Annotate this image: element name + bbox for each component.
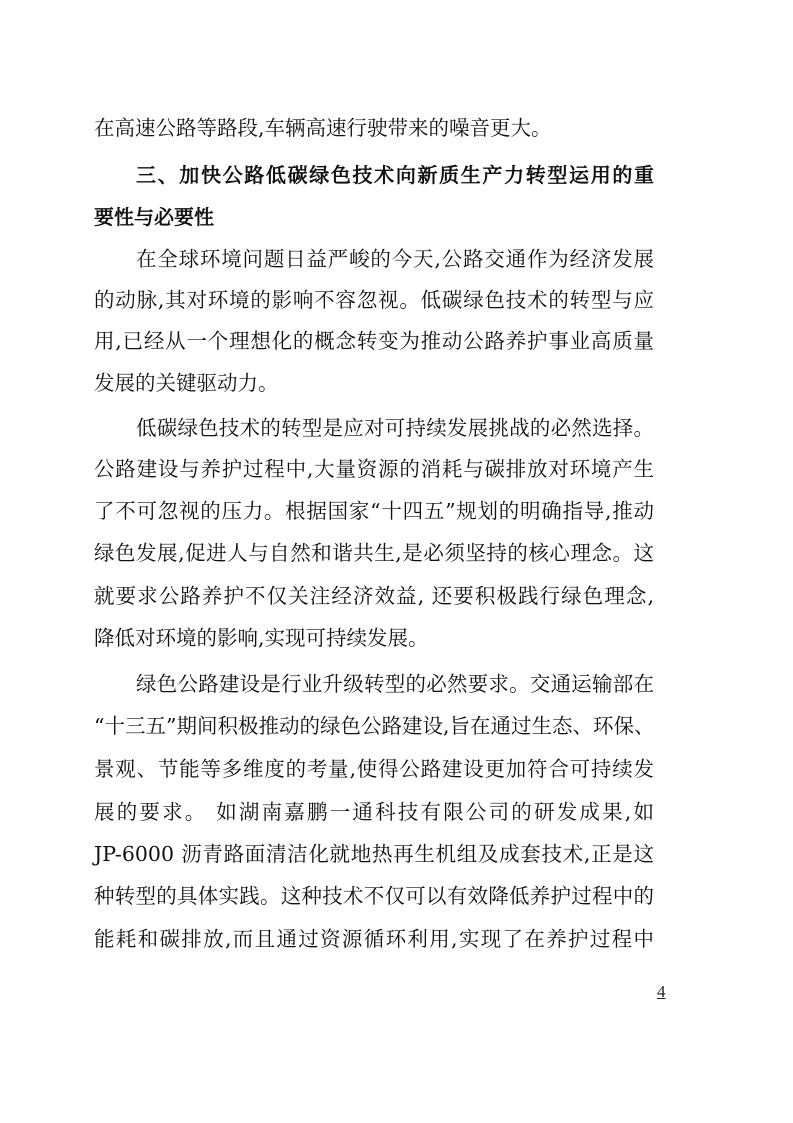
paragraph-line: 能耗和碳排放,而且通过资源循环利用,实现了在养护过程中: [94, 927, 654, 951]
paragraph-line: JP-6000 沥青路面清洁化就地热再生机组及成套技术,正是这: [94, 842, 654, 866]
paragraph-line: 绿色公路建设是行业升级转型的必然要求。交通运输部在: [136, 672, 654, 696]
paragraph-line: 绿色发展,促进人与自然和谐共生,是必须坚持的核心理念。这: [94, 541, 654, 565]
paragraph-line: 低碳绿色技术的转型是应对可持续发展挑战的必然选择。: [136, 416, 654, 440]
paragraph-line: “十三五”期间积极推动的绿色公路建设,旨在通过生态、环保、: [94, 714, 655, 738]
paragraph-line: 降低对环境的影响,实现可持续发展。: [94, 626, 429, 650]
page-number: 4: [657, 982, 666, 1001]
paragraph-line: 用,已经从一个理想化的概念转变为推动公路养护事业高质量: [94, 329, 654, 353]
section-heading: 三、加快公路低碳绿色技术向新质生产力转型运用的重: [136, 163, 654, 187]
paragraph-line: 发展的关键驱动力。: [94, 371, 279, 395]
paragraph-line: 展的要求。 如湖南嘉鹏一通科技有限公司的研发成果,如: [94, 800, 654, 824]
paragraph-line: 在高速公路等路段,车辆高速行驶带来的噪音更大。: [94, 116, 552, 140]
paragraph-line: 种转型的具体实践。这种技术不仅可以有效降低养护过程中的: [94, 884, 654, 908]
section-heading-continued: 要性与必要性: [94, 205, 214, 229]
paragraph-line: 景观、节能等多维度的考量,使得公路建设更加符合可持续发: [94, 757, 654, 781]
paragraph-line: 就要求公路养护不仅关注经济效益, 还要积极践行绿色理念,: [94, 584, 654, 608]
paragraph-line: 公路建设与养护过程中,大量资源的消耗与碳排放对环境产生: [94, 457, 654, 481]
paragraph-line: 了不可忽视的压力。根据国家“十四五”规划的明确指导,推动: [94, 499, 654, 523]
paragraph-line: 在全球环境问题日益严峻的今天,公路交通作为经济发展: [136, 247, 654, 271]
paragraph-line: 的动脉,其对环境的影响不容忽视。低碳绿色技术的转型与应: [94, 288, 654, 312]
